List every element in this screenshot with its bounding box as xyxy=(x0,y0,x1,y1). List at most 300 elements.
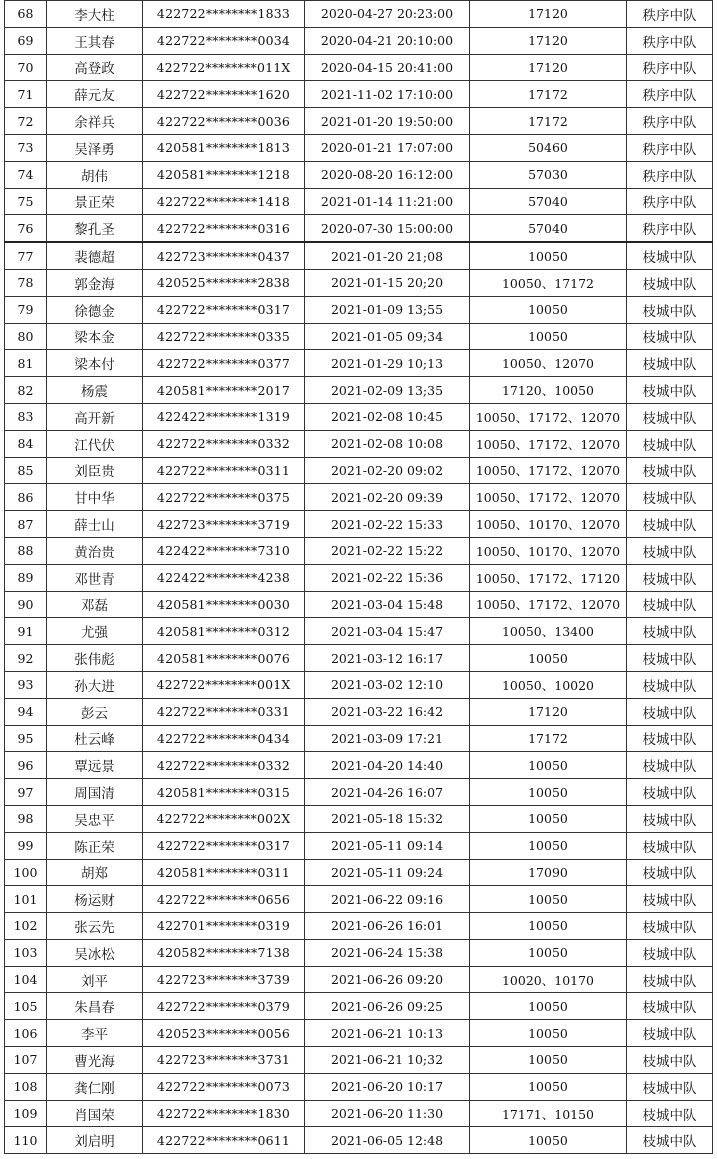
table-row xyxy=(5,564,713,591)
cell-number: 96 xyxy=(5,752,47,779)
table-row xyxy=(5,54,713,81)
cell-number: 98 xyxy=(5,805,47,832)
cell-datetime: 2020-04-15 20:41:00 xyxy=(305,54,470,81)
cell-datetime: 2021-02-20 09:39 xyxy=(305,484,470,511)
cell-datetime: 2021-04-26 16:07 xyxy=(305,779,470,806)
table-row xyxy=(5,430,713,457)
cell-violation-code: 17171、10150 xyxy=(470,1100,627,1127)
cell-datetime: 2021-06-22 09:16 xyxy=(305,886,470,913)
cell-name: 李大柱 xyxy=(47,1,143,28)
cell-violation-code: 57040 xyxy=(470,188,627,215)
cell-number: 81 xyxy=(5,350,47,377)
cell-name: 杨运财 xyxy=(47,886,143,913)
cell-number: 102 xyxy=(5,913,47,940)
table-row xyxy=(5,1100,713,1127)
cell-name: 刘臣贵 xyxy=(47,457,143,484)
cell-datetime: 2021-06-20 10:17 xyxy=(305,1073,470,1100)
cell-number: 109 xyxy=(5,1100,47,1127)
cell-datetime: 2021-06-21 10;32 xyxy=(305,1047,470,1074)
cell-team: 枝城中队 xyxy=(627,1100,713,1127)
cell-team: 枝城中队 xyxy=(627,564,713,591)
cell-number: 93 xyxy=(5,671,47,698)
cell-violation-code: 50460 xyxy=(470,134,627,161)
cell-id-number: 420525********2838 xyxy=(143,269,305,296)
cell-id-number: 422723********3731 xyxy=(143,1047,305,1074)
cell-number: 90 xyxy=(5,591,47,618)
cell-violation-code: 10050、10020 xyxy=(470,671,627,698)
cell-number: 72 xyxy=(5,108,47,135)
cell-name: 邓世青 xyxy=(47,564,143,591)
cell-violation-code: 17120 xyxy=(470,1,627,28)
cell-id-number: 420581********0030 xyxy=(143,591,305,618)
cell-number: 83 xyxy=(5,403,47,430)
cell-name: 朱昌春 xyxy=(47,993,143,1020)
cell-id-number: 422722********0311 xyxy=(143,457,305,484)
cell-datetime: 2020-04-21 20:10:00 xyxy=(305,27,470,54)
cell-violation-code: 10050、17172、17120 xyxy=(470,564,627,591)
table-row xyxy=(5,886,713,913)
cell-team: 枝城中队 xyxy=(627,618,713,645)
cell-name: 张云先 xyxy=(47,913,143,940)
cell-violation-code: 17120 xyxy=(470,698,627,725)
cell-name: 薛元友 xyxy=(47,81,143,108)
cell-team: 枝城中队 xyxy=(627,886,713,913)
cell-datetime: 2021-03-04 15:47 xyxy=(305,618,470,645)
cell-name: 吴泽勇 xyxy=(47,134,143,161)
cell-datetime: 2021-11-02 17:10:00 xyxy=(305,81,470,108)
cell-team: 枝城中队 xyxy=(627,832,713,859)
cell-datetime: 2020-08-20 16:12:00 xyxy=(305,161,470,188)
cell-violation-code: 10050、17172、12070 xyxy=(470,591,627,618)
cell-name: 裴德超 xyxy=(47,242,143,269)
cell-team: 秩序中队 xyxy=(627,108,713,135)
cell-number: 80 xyxy=(5,323,47,350)
cell-name: 肖国荣 xyxy=(47,1100,143,1127)
cell-team: 秩序中队 xyxy=(627,1,713,28)
cell-id-number: 422722********0317 xyxy=(143,832,305,859)
cell-name: 甘中华 xyxy=(47,484,143,511)
cell-team: 枝城中队 xyxy=(627,1047,713,1074)
cell-violation-code: 10050 xyxy=(470,752,627,779)
cell-name: 高开新 xyxy=(47,403,143,430)
cell-violation-code: 10050 xyxy=(470,886,627,913)
cell-datetime: 2021-06-05 12:48 xyxy=(305,1127,470,1154)
cell-id-number: 422722********1620 xyxy=(143,81,305,108)
cell-name: 吴冰松 xyxy=(47,939,143,966)
cell-datetime: 2021-01-15 20;20 xyxy=(305,269,470,296)
cell-team: 秩序中队 xyxy=(627,27,713,54)
cell-violation-code: 17172 xyxy=(470,81,627,108)
cell-id-number: 422722********0331 xyxy=(143,698,305,725)
cell-violation-code: 10050、10170、12070 xyxy=(470,537,627,564)
cell-id-number: 420581********0315 xyxy=(143,779,305,806)
cell-datetime: 2021-01-09 13;55 xyxy=(305,296,470,323)
table-row xyxy=(5,27,713,54)
table-row xyxy=(5,671,713,698)
cell-number: 84 xyxy=(5,430,47,457)
cell-id-number: 422722********0073 xyxy=(143,1073,305,1100)
cell-id-number: 422722********0034 xyxy=(143,27,305,54)
cell-team: 枝城中队 xyxy=(627,752,713,779)
table-row xyxy=(5,161,713,188)
cell-number: 78 xyxy=(5,269,47,296)
cell-team: 枝城中队 xyxy=(627,484,713,511)
cell-id-number: 420581********0312 xyxy=(143,618,305,645)
cell-team: 枝城中队 xyxy=(627,1127,713,1154)
cell-name: 景正荣 xyxy=(47,188,143,215)
cell-team: 枝城中队 xyxy=(627,939,713,966)
cell-name: 梁本金 xyxy=(47,323,143,350)
cell-id-number: 422722********1830 xyxy=(143,1100,305,1127)
cell-name: 周国清 xyxy=(47,779,143,806)
table-row xyxy=(5,215,713,242)
cell-number: 71 xyxy=(5,81,47,108)
cell-violation-code: 10050、13400 xyxy=(470,618,627,645)
cell-id-number: 422722********0375 xyxy=(143,484,305,511)
cell-id-number: 422723********3719 xyxy=(143,511,305,538)
table-body xyxy=(5,1,713,1154)
cell-datetime: 2021-06-26 16:01 xyxy=(305,913,470,940)
cell-datetime: 2021-03-12 16:17 xyxy=(305,645,470,672)
table-row xyxy=(5,859,713,886)
cell-team: 枝城中队 xyxy=(627,537,713,564)
cell-number: 97 xyxy=(5,779,47,806)
cell-datetime: 2021-06-24 15:38 xyxy=(305,939,470,966)
cell-team: 枝城中队 xyxy=(627,1020,713,1047)
cell-id-number: 420523********0056 xyxy=(143,1020,305,1047)
cell-violation-code: 17172 xyxy=(470,108,627,135)
cell-number: 100 xyxy=(5,859,47,886)
cell-name: 杨震 xyxy=(47,377,143,404)
cell-id-number: 422722********0317 xyxy=(143,296,305,323)
cell-violation-code: 17172 xyxy=(470,725,627,752)
table-row xyxy=(5,296,713,323)
cell-name: 徐德金 xyxy=(47,296,143,323)
cell-name: 梁本付 xyxy=(47,350,143,377)
cell-datetime: 2021-03-04 15:48 xyxy=(305,591,470,618)
cell-id-number: 422722********011X xyxy=(143,54,305,81)
cell-number: 69 xyxy=(5,27,47,54)
cell-datetime: 2021-02-22 15:36 xyxy=(305,564,470,591)
cell-name: 薛士山 xyxy=(47,511,143,538)
cell-name: 张伟彪 xyxy=(47,645,143,672)
cell-name: 黄治贵 xyxy=(47,537,143,564)
cell-violation-code: 10050 xyxy=(470,296,627,323)
cell-number: 73 xyxy=(5,134,47,161)
cell-violation-code: 10050 xyxy=(470,939,627,966)
cell-number: 105 xyxy=(5,993,47,1020)
cell-id-number: 422722********0611 xyxy=(143,1127,305,1154)
table-row xyxy=(5,779,713,806)
cell-datetime: 2021-05-11 09:14 xyxy=(305,832,470,859)
cell-team: 枝城中队 xyxy=(627,457,713,484)
cell-datetime: 2021-03-09 17:21 xyxy=(305,725,470,752)
cell-name: 覃远景 xyxy=(47,752,143,779)
table-row xyxy=(5,81,713,108)
cell-team: 枝城中队 xyxy=(627,242,713,269)
cell-team: 枝城中队 xyxy=(627,1073,713,1100)
cell-datetime: 2021-06-26 09:20 xyxy=(305,966,470,993)
cell-name: 刘启明 xyxy=(47,1127,143,1154)
table-row xyxy=(5,1127,713,1154)
cell-datetime: 2021-05-18 15:32 xyxy=(305,805,470,832)
cell-team: 枝城中队 xyxy=(627,350,713,377)
table-row xyxy=(5,457,713,484)
cell-violation-code: 10050 xyxy=(470,1073,627,1100)
cell-id-number: 422723********0437 xyxy=(143,242,305,269)
cell-team: 枝城中队 xyxy=(627,430,713,457)
cell-team: 枝城中队 xyxy=(627,698,713,725)
cell-number: 99 xyxy=(5,832,47,859)
cell-violation-code: 10050 xyxy=(470,1127,627,1154)
table-row xyxy=(5,1047,713,1074)
cell-datetime: 2021-03-22 16:42 xyxy=(305,698,470,725)
cell-datetime: 2021-02-08 10:08 xyxy=(305,430,470,457)
cell-violation-code: 17090 xyxy=(470,859,627,886)
cell-name: 余祥兵 xyxy=(47,108,143,135)
cell-number: 82 xyxy=(5,377,47,404)
cell-id-number: 422722********002X xyxy=(143,805,305,832)
cell-datetime: 2021-06-20 11:30 xyxy=(305,1100,470,1127)
cell-name: 江代伏 xyxy=(47,430,143,457)
cell-datetime: 2021-01-20 19:50:00 xyxy=(305,108,470,135)
table-row xyxy=(5,484,713,511)
cell-team: 秩序中队 xyxy=(627,161,713,188)
cell-violation-code: 10050、17172、12070 xyxy=(470,457,627,484)
cell-violation-code: 10050、12070 xyxy=(470,350,627,377)
cell-name: 高登政 xyxy=(47,54,143,81)
cell-violation-code: 10050 xyxy=(470,242,627,269)
cell-datetime: 2021-01-20 21;08 xyxy=(305,242,470,269)
cell-team: 枝城中队 xyxy=(627,725,713,752)
cell-id-number: 422723********3739 xyxy=(143,966,305,993)
cell-number: 95 xyxy=(5,725,47,752)
cell-violation-code: 10050、17172 xyxy=(470,269,627,296)
table-row xyxy=(5,350,713,377)
cell-violation-code: 10050、17172、12070 xyxy=(470,484,627,511)
table-row xyxy=(5,108,713,135)
cell-name: 孙大进 xyxy=(47,671,143,698)
cell-name: 龚仁刚 xyxy=(47,1073,143,1100)
cell-number: 103 xyxy=(5,939,47,966)
table-row xyxy=(5,1020,713,1047)
cell-number: 76 xyxy=(5,215,47,242)
cell-team: 枝城中队 xyxy=(627,993,713,1020)
table-row xyxy=(5,645,713,672)
cell-team: 枝城中队 xyxy=(627,859,713,886)
cell-id-number: 422722********001X xyxy=(143,671,305,698)
table-row xyxy=(5,913,713,940)
cell-number: 79 xyxy=(5,296,47,323)
cell-datetime: 2020-04-27 20:23:00 xyxy=(305,1,470,28)
cell-team: 秩序中队 xyxy=(627,54,713,81)
table-row xyxy=(5,805,713,832)
cell-number: 101 xyxy=(5,886,47,913)
cell-name: 吴忠平 xyxy=(47,805,143,832)
cell-team: 枝城中队 xyxy=(627,913,713,940)
cell-datetime: 2021-05-11 09:24 xyxy=(305,859,470,886)
cell-name: 彭云 xyxy=(47,698,143,725)
cell-name: 黎孔圣 xyxy=(47,215,143,242)
table-row xyxy=(5,1,713,28)
cell-team: 秩序中队 xyxy=(627,134,713,161)
table-row xyxy=(5,134,713,161)
cell-violation-code: 10050 xyxy=(470,323,627,350)
cell-id-number: 422422********7310 xyxy=(143,537,305,564)
cell-team: 枝城中队 xyxy=(627,671,713,698)
violation-records-table xyxy=(4,0,713,1154)
cell-datetime: 2021-02-22 15:22 xyxy=(305,537,470,564)
cell-datetime: 2021-01-29 10;13 xyxy=(305,350,470,377)
table-row xyxy=(5,725,713,752)
cell-datetime: 2021-06-21 10:13 xyxy=(305,1020,470,1047)
cell-team: 秩序中队 xyxy=(627,81,713,108)
cell-team: 枝城中队 xyxy=(627,377,713,404)
cell-team: 枝城中队 xyxy=(627,645,713,672)
cell-team: 枝城中队 xyxy=(627,779,713,806)
table-row xyxy=(5,323,713,350)
table-row xyxy=(5,832,713,859)
cell-number: 74 xyxy=(5,161,47,188)
cell-name: 刘平 xyxy=(47,966,143,993)
cell-datetime: 2020-01-21 17:07:00 xyxy=(305,134,470,161)
cell-name: 邓磊 xyxy=(47,591,143,618)
cell-team: 枝城中队 xyxy=(627,296,713,323)
table-row xyxy=(5,939,713,966)
cell-violation-code: 57040 xyxy=(470,215,627,242)
cell-datetime: 2021-04-20 14:40 xyxy=(305,752,470,779)
cell-number: 87 xyxy=(5,511,47,538)
cell-name: 杜云峰 xyxy=(47,725,143,752)
cell-datetime: 2020-07-30 15:00:00 xyxy=(305,215,470,242)
cell-number: 75 xyxy=(5,188,47,215)
cell-team: 枝城中队 xyxy=(627,966,713,993)
cell-number: 94 xyxy=(5,698,47,725)
table-row xyxy=(5,618,713,645)
cell-violation-code: 10050 xyxy=(470,832,627,859)
cell-id-number: 422722********0036 xyxy=(143,108,305,135)
cell-name: 陈正荣 xyxy=(47,832,143,859)
cell-name: 王其春 xyxy=(47,27,143,54)
cell-id-number: 422722********0656 xyxy=(143,886,305,913)
cell-number: 106 xyxy=(5,1020,47,1047)
table-row xyxy=(5,242,713,269)
cell-number: 89 xyxy=(5,564,47,591)
table-row xyxy=(5,993,713,1020)
cell-number: 104 xyxy=(5,966,47,993)
cell-number: 92 xyxy=(5,645,47,672)
cell-id-number: 422722********0332 xyxy=(143,752,305,779)
cell-team: 枝城中队 xyxy=(627,591,713,618)
table-row xyxy=(5,269,713,296)
cell-violation-code: 10050、10170、12070 xyxy=(470,511,627,538)
cell-violation-code: 17120 xyxy=(470,54,627,81)
cell-violation-code: 10020、10170 xyxy=(470,966,627,993)
table-row xyxy=(5,591,713,618)
cell-number: 91 xyxy=(5,618,47,645)
cell-name: 曹光海 xyxy=(47,1047,143,1074)
table-row xyxy=(5,511,713,538)
cell-name: 郭金海 xyxy=(47,269,143,296)
table-row xyxy=(5,377,713,404)
table-row xyxy=(5,188,713,215)
cell-violation-code: 10050 xyxy=(470,913,627,940)
table-row xyxy=(5,1073,713,1100)
cell-name: 李平 xyxy=(47,1020,143,1047)
cell-id-number: 420581********0311 xyxy=(143,859,305,886)
cell-violation-code: 10050、17172、12070 xyxy=(470,430,627,457)
cell-id-number: 420581********1813 xyxy=(143,134,305,161)
cell-number: 68 xyxy=(5,1,47,28)
cell-team: 秩序中队 xyxy=(627,188,713,215)
cell-name: 胡郑 xyxy=(47,859,143,886)
cell-violation-code: 57030 xyxy=(470,161,627,188)
cell-id-number: 420581********2017 xyxy=(143,377,305,404)
cell-team: 枝城中队 xyxy=(627,403,713,430)
cell-id-number: 422722********0316 xyxy=(143,215,305,242)
table-row xyxy=(5,537,713,564)
cell-id-number: 422722********0332 xyxy=(143,430,305,457)
cell-violation-code: 10050、17172、12070 xyxy=(470,403,627,430)
cell-id-number: 422701********0319 xyxy=(143,913,305,940)
cell-id-number: 422422********4238 xyxy=(143,564,305,591)
cell-violation-code: 10050 xyxy=(470,645,627,672)
cell-datetime: 2021-03-02 12:10 xyxy=(305,671,470,698)
cell-number: 86 xyxy=(5,484,47,511)
cell-id-number: 422722********0379 xyxy=(143,993,305,1020)
cell-id-number: 422722********0377 xyxy=(143,350,305,377)
cell-violation-code: 10050 xyxy=(470,993,627,1020)
cell-name: 尤强 xyxy=(47,618,143,645)
cell-violation-code: 17120 xyxy=(470,27,627,54)
cell-datetime: 2021-02-08 10:45 xyxy=(305,403,470,430)
cell-datetime: 2021-02-09 13;35 xyxy=(305,377,470,404)
cell-team: 枝城中队 xyxy=(627,511,713,538)
cell-number: 107 xyxy=(5,1047,47,1074)
cell-violation-code: 10050 xyxy=(470,779,627,806)
table-row xyxy=(5,698,713,725)
cell-team: 枝城中队 xyxy=(627,323,713,350)
cell-datetime: 2021-06-26 09:25 xyxy=(305,993,470,1020)
cell-team: 枝城中队 xyxy=(627,269,713,296)
cell-id-number: 422722********0335 xyxy=(143,323,305,350)
cell-violation-code: 10050 xyxy=(470,1047,627,1074)
cell-id-number: 422722********0434 xyxy=(143,725,305,752)
cell-team: 秩序中队 xyxy=(627,215,713,242)
cell-id-number: 422422********1319 xyxy=(143,403,305,430)
cell-datetime: 2021-01-05 09;34 xyxy=(305,323,470,350)
cell-number: 88 xyxy=(5,537,47,564)
cell-datetime: 2021-01-14 11:21:00 xyxy=(305,188,470,215)
cell-number: 110 xyxy=(5,1127,47,1154)
cell-name: 胡伟 xyxy=(47,161,143,188)
cell-datetime: 2021-02-22 15:33 xyxy=(305,511,470,538)
cell-id-number: 420581********1218 xyxy=(143,161,305,188)
cell-id-number: 422722********1418 xyxy=(143,188,305,215)
cell-id-number: 420581********0076 xyxy=(143,645,305,672)
cell-id-number: 420582********7138 xyxy=(143,939,305,966)
cell-violation-code: 10050 xyxy=(470,1020,627,1047)
table-row xyxy=(5,752,713,779)
cell-number: 77 xyxy=(5,242,47,269)
cell-number: 70 xyxy=(5,54,47,81)
cell-violation-code: 17120、10050 xyxy=(470,377,627,404)
table-row xyxy=(5,403,713,430)
cell-violation-code: 10050 xyxy=(470,805,627,832)
cell-number: 108 xyxy=(5,1073,47,1100)
cell-number: 85 xyxy=(5,457,47,484)
cell-team: 枝城中队 xyxy=(627,805,713,832)
